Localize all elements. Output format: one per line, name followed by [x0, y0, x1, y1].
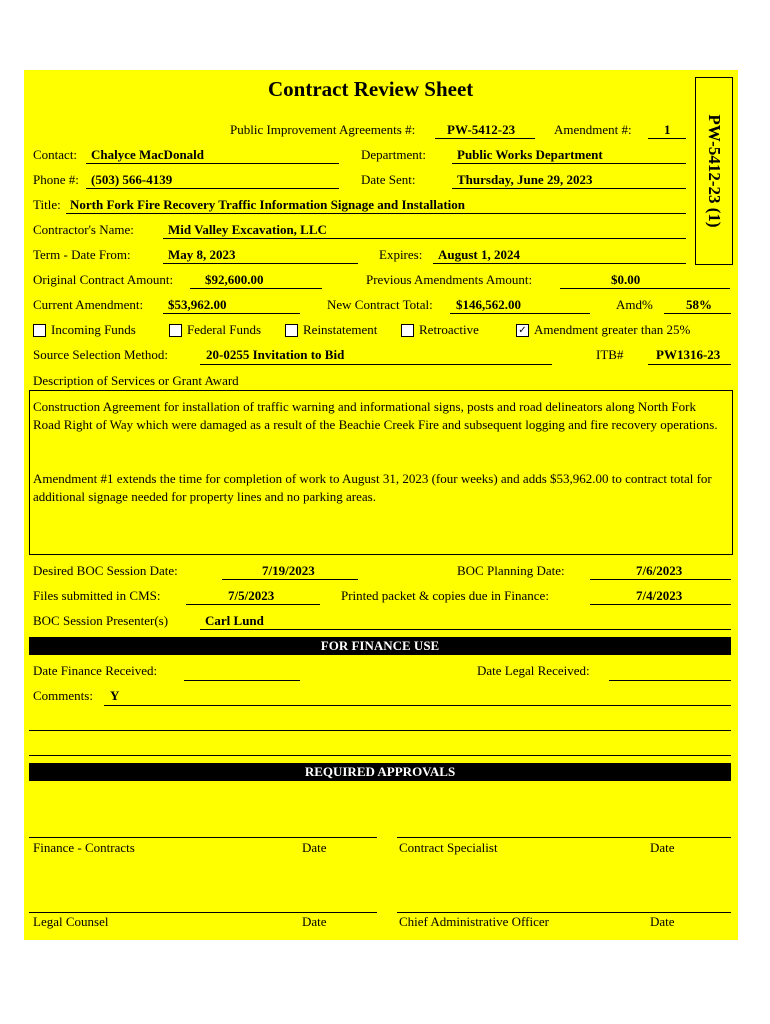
comments-label: Comments:: [33, 688, 93, 703]
source-selection-label: Source Selection Method:: [33, 347, 169, 362]
cms-label: Files submitted in CMS:: [33, 588, 161, 603]
pia-underline: [435, 138, 535, 139]
signature-date-label-1: Date: [302, 840, 327, 855]
checkbox-label-amendment-over-25: Amendment greater than 25%: [534, 322, 691, 337]
date-sent-value[interactable]: Thursday, June 29, 2023: [457, 172, 593, 187]
expires-underline: [433, 263, 686, 264]
checkbox-label-reinstatement: Reinstatement: [303, 322, 378, 337]
original-amount-underline: [190, 288, 322, 289]
presenter-value[interactable]: Carl Lund: [205, 613, 264, 628]
pia-value: PW-5412-23: [447, 122, 516, 137]
expires-value[interactable]: August 1, 2024: [438, 247, 520, 262]
side-tag-box: [695, 77, 733, 265]
boc-session-label: Desired BOC Session Date:: [33, 563, 178, 578]
printed-packet-label: Printed packet & copies due in Finance:: [341, 588, 549, 603]
department-underline: [452, 163, 686, 164]
amendment-label: Amendment #:: [554, 122, 632, 137]
checkbox-label-federal-funds: Federal Funds: [187, 322, 262, 337]
checkbox-amendment-over-25[interactable]: [516, 324, 529, 337]
signature-line-contract-specialist[interactable]: [397, 837, 731, 838]
title-value[interactable]: North Fork Fire Recovery Traffic Information Signage and Installation: [70, 197, 466, 212]
contractor-value[interactable]: Mid Valley Excavation, LLC: [168, 222, 327, 237]
boc-session-underline: [222, 579, 358, 580]
term-label: Term - Date From:: [33, 247, 131, 262]
comments-line-2: [29, 730, 731, 731]
signature-date-label-3: Date: [302, 914, 327, 929]
source-selection-value[interactable]: 20-0255 Invitation to Bid: [206, 347, 345, 362]
source-selection-underline: [200, 364, 552, 365]
itb-value[interactable]: PW1316-23: [656, 347, 721, 362]
phone-value[interactable]: (503) 566-4139: [91, 172, 173, 187]
boc-session-value[interactable]: 7/19/2023: [262, 563, 315, 578]
printed-packet-value[interactable]: 7/4/2023: [636, 588, 683, 603]
original-amount-label: Original Contract Amount:: [33, 272, 174, 287]
comments-line-3: [29, 755, 731, 756]
contact-underline: [86, 163, 339, 164]
contact-value[interactable]: Chalyce MacDonald: [91, 147, 205, 162]
description-box[interactable]: [29, 390, 733, 555]
previous-amendments-label: Previous Amendments Amount:: [366, 272, 533, 287]
title-underline: [66, 213, 686, 214]
required-approvals-header: REQUIRED APPROVALS: [29, 763, 731, 781]
new-total-underline: [450, 313, 590, 314]
printed-packet-underline: [590, 604, 731, 605]
date-sent-label: Date Sent:: [361, 172, 416, 187]
checkbox-label-retroactive: Retroactive: [419, 322, 479, 337]
original-amount-value[interactable]: $92,600.00: [205, 272, 264, 287]
boc-planning-value[interactable]: 7/6/2023: [636, 563, 683, 578]
presenter-label: BOC Session Presenter(s): [33, 613, 169, 628]
finance-use-header: FOR FINANCE USE: [29, 637, 731, 655]
checkbox-reinstatement[interactable]: [285, 324, 298, 337]
signature-line-legal[interactable]: [29, 912, 377, 913]
current-amendment-label: Current Amendment:: [33, 297, 144, 312]
signature-label-cao: Chief Administrative Officer: [399, 914, 549, 929]
checkbox-incoming-funds[interactable]: [33, 324, 46, 337]
amd-pct-value[interactable]: 58%: [686, 297, 712, 312]
amd-pct-label: Amd%: [616, 297, 653, 312]
new-total-value[interactable]: $146,562.00: [456, 297, 521, 312]
signature-label-contract-specialist: Contract Specialist: [399, 840, 498, 855]
check-mark-icon: ✓: [518, 325, 527, 336]
contractor-label: Contractor's Name:: [33, 222, 134, 237]
expires-label: Expires:: [379, 247, 423, 262]
signature-date-label-2: Date: [650, 840, 675, 855]
previous-amendments-underline: [560, 288, 730, 289]
boc-planning-underline: [590, 579, 731, 580]
amd-pct-underline: [664, 313, 731, 314]
date-legal-received-label: Date Legal Received:: [477, 663, 590, 678]
itb-label: ITB#: [596, 347, 624, 362]
amendment-value: 1: [664, 122, 671, 137]
current-amendment-underline: [163, 313, 300, 314]
signature-date-label-4: Date: [650, 914, 675, 929]
side-tag: PW-5412-23 (1): [705, 114, 724, 228]
boc-planning-label: BOC Planning Date:: [457, 563, 565, 578]
date-finance-received-field[interactable]: [184, 680, 300, 681]
signature-line-cao[interactable]: [397, 912, 731, 913]
description-label: Description of Services or Grant Award: [33, 373, 239, 388]
previous-amendments-value[interactable]: $0.00: [611, 272, 641, 287]
contractor-underline: [163, 238, 686, 239]
pia-label: Public Improvement Agreements #:: [230, 122, 416, 137]
phone-underline: [86, 188, 339, 189]
current-amendment-value[interactable]: $53,962.00: [168, 297, 227, 312]
department-label: Department:: [361, 147, 426, 162]
date-finance-received-label: Date Finance Received:: [33, 663, 158, 678]
date-legal-received-field[interactable]: [609, 680, 731, 681]
page-title: Contract Review Sheet: [268, 77, 474, 101]
title-label: Title:: [33, 197, 61, 212]
signature-line-finance[interactable]: [29, 837, 377, 838]
description-paragraph-1: Construction Agreement for installation of traffic warning and informational signs, posts and road delineators along North Fork Road Right of Way which were damaged as a result of the Beachie Creek Fire and subsequent logging and fire recovery operations.: [33, 399, 718, 432]
comments-value[interactable]: Y: [110, 688, 120, 703]
checkbox-retroactive[interactable]: [401, 324, 414, 337]
date-sent-underline: [452, 188, 686, 189]
cms-underline: [186, 604, 320, 605]
checkbox-federal-funds[interactable]: [169, 324, 182, 337]
cms-value[interactable]: 7/5/2023: [228, 588, 275, 603]
new-total-label: New Contract Total:: [327, 297, 433, 312]
amendment-underline: [648, 138, 686, 139]
term-value[interactable]: May 8, 2023: [168, 247, 236, 262]
description-paragraph-2: Amendment #1 extends the time for completion of work to August 31, 2023 (four weeks) and adds $53,962.00 to contract total for additional signage needed for property lines and no parking areas.: [33, 471, 712, 504]
checkbox-label-incoming-funds: Incoming Funds: [51, 322, 136, 337]
signature-label-finance: Finance - Contracts: [33, 840, 135, 855]
presenter-underline: [200, 629, 731, 630]
itb-underline: [648, 364, 731, 365]
phone-label: Phone #:: [33, 172, 79, 187]
department-value[interactable]: Public Works Department: [457, 147, 603, 162]
comments-line-1: [104, 705, 731, 706]
term-underline: [163, 263, 358, 264]
contact-label: Contact:: [33, 147, 78, 162]
signature-label-legal: Legal Counsel: [33, 914, 109, 929]
